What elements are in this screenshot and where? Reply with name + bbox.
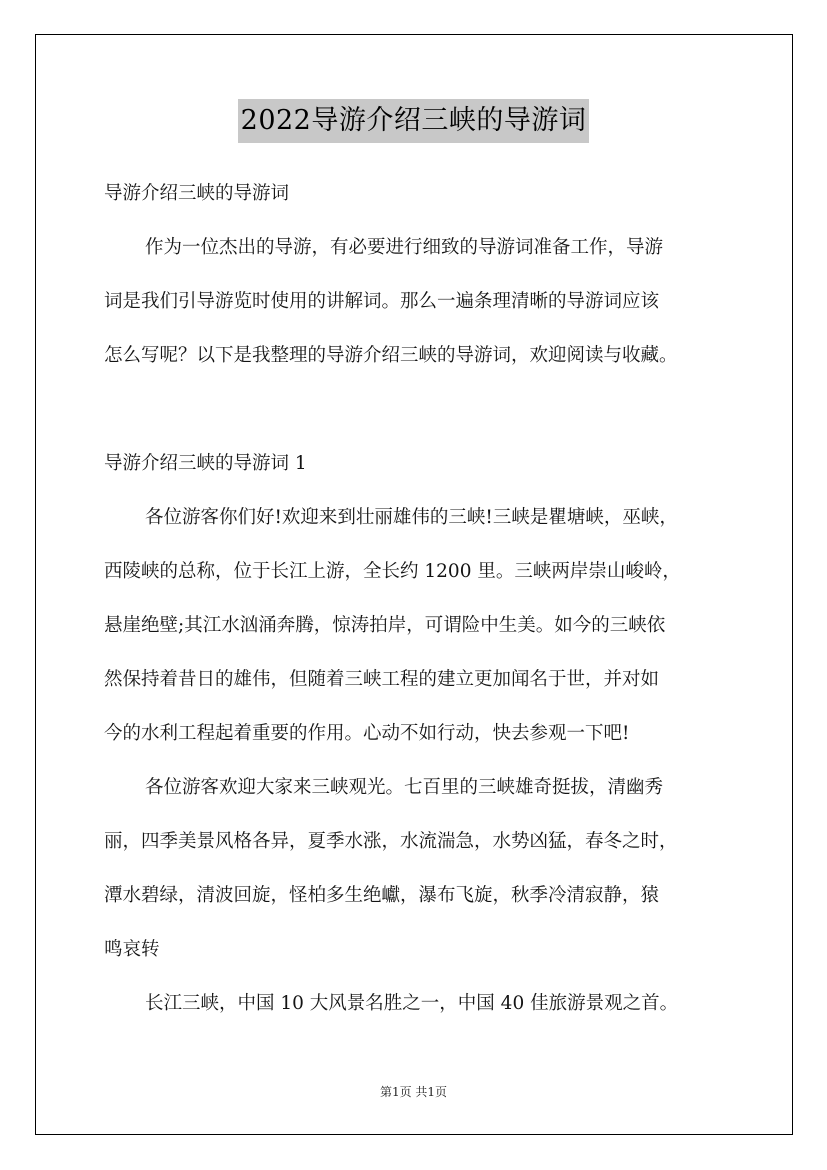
document-subtitle: 导游介绍三峡的导游词 (104, 183, 290, 204)
title-container (0, 99, 827, 143)
intro-line: 作为一位杰出的导游，有必要进行细致的导游词准备工作，导游 (145, 237, 664, 258)
intro-line: 词是我们引导游览时使用的讲解词。那么一遍条理清晰的导游词应该 (104, 291, 660, 312)
paragraph-line: 今的水利工程起着重要的作用。心动不如行动，快去参观一下吧! (104, 723, 630, 744)
section-heading: 导游介绍三峡的导游词 1 (104, 453, 307, 474)
paragraph-line: 长江三峡，中国 10 大风景名胜之一，中国 40 佳旅游景观之首。 (145, 993, 679, 1014)
document-title: 2022导游介绍三峡的导游词 (238, 99, 590, 143)
paragraph-line: 丽，四季美景风格各异，夏季水涨，水流湍急，水势凶猛，春冬之时， (104, 831, 678, 852)
intro-line: 怎么写呢？以下是我整理的导游介绍三峡的导游词，欢迎阅读与收藏。 (104, 345, 678, 366)
paragraph-line: 然保持着昔日的雄伟，但随着三峡工程的建立更加闻名于世，并对如 (104, 669, 660, 690)
paragraph-line: 悬崖绝壁;其江水汹涌奔腾，惊涛拍岸，可谓险中生美。如今的三峡依 (104, 615, 666, 636)
paragraph-line: 鸣哀转 (104, 939, 160, 960)
page-number-footer: 第1页 共1页 (379, 1085, 448, 1099)
paragraph-line: 西陵峡的总称，位于长江上游，全长约 1200 里。三峡两岸崇山峻岭， (104, 561, 681, 582)
paragraph-line: 潭水碧绿，清波回旋，怪柏多生绝巘，瀑布飞旋，秋季冷清寂静，猿 (104, 885, 660, 906)
paragraph-line: 各位游客你们好!欢迎来到壮丽雄伟的三峡!三峡是瞿塘峡，巫峡， (145, 507, 678, 528)
paragraph-line: 各位游客欢迎大家来三峡观光。七百里的三峡雄奇挺拔，清幽秀 (145, 777, 664, 798)
